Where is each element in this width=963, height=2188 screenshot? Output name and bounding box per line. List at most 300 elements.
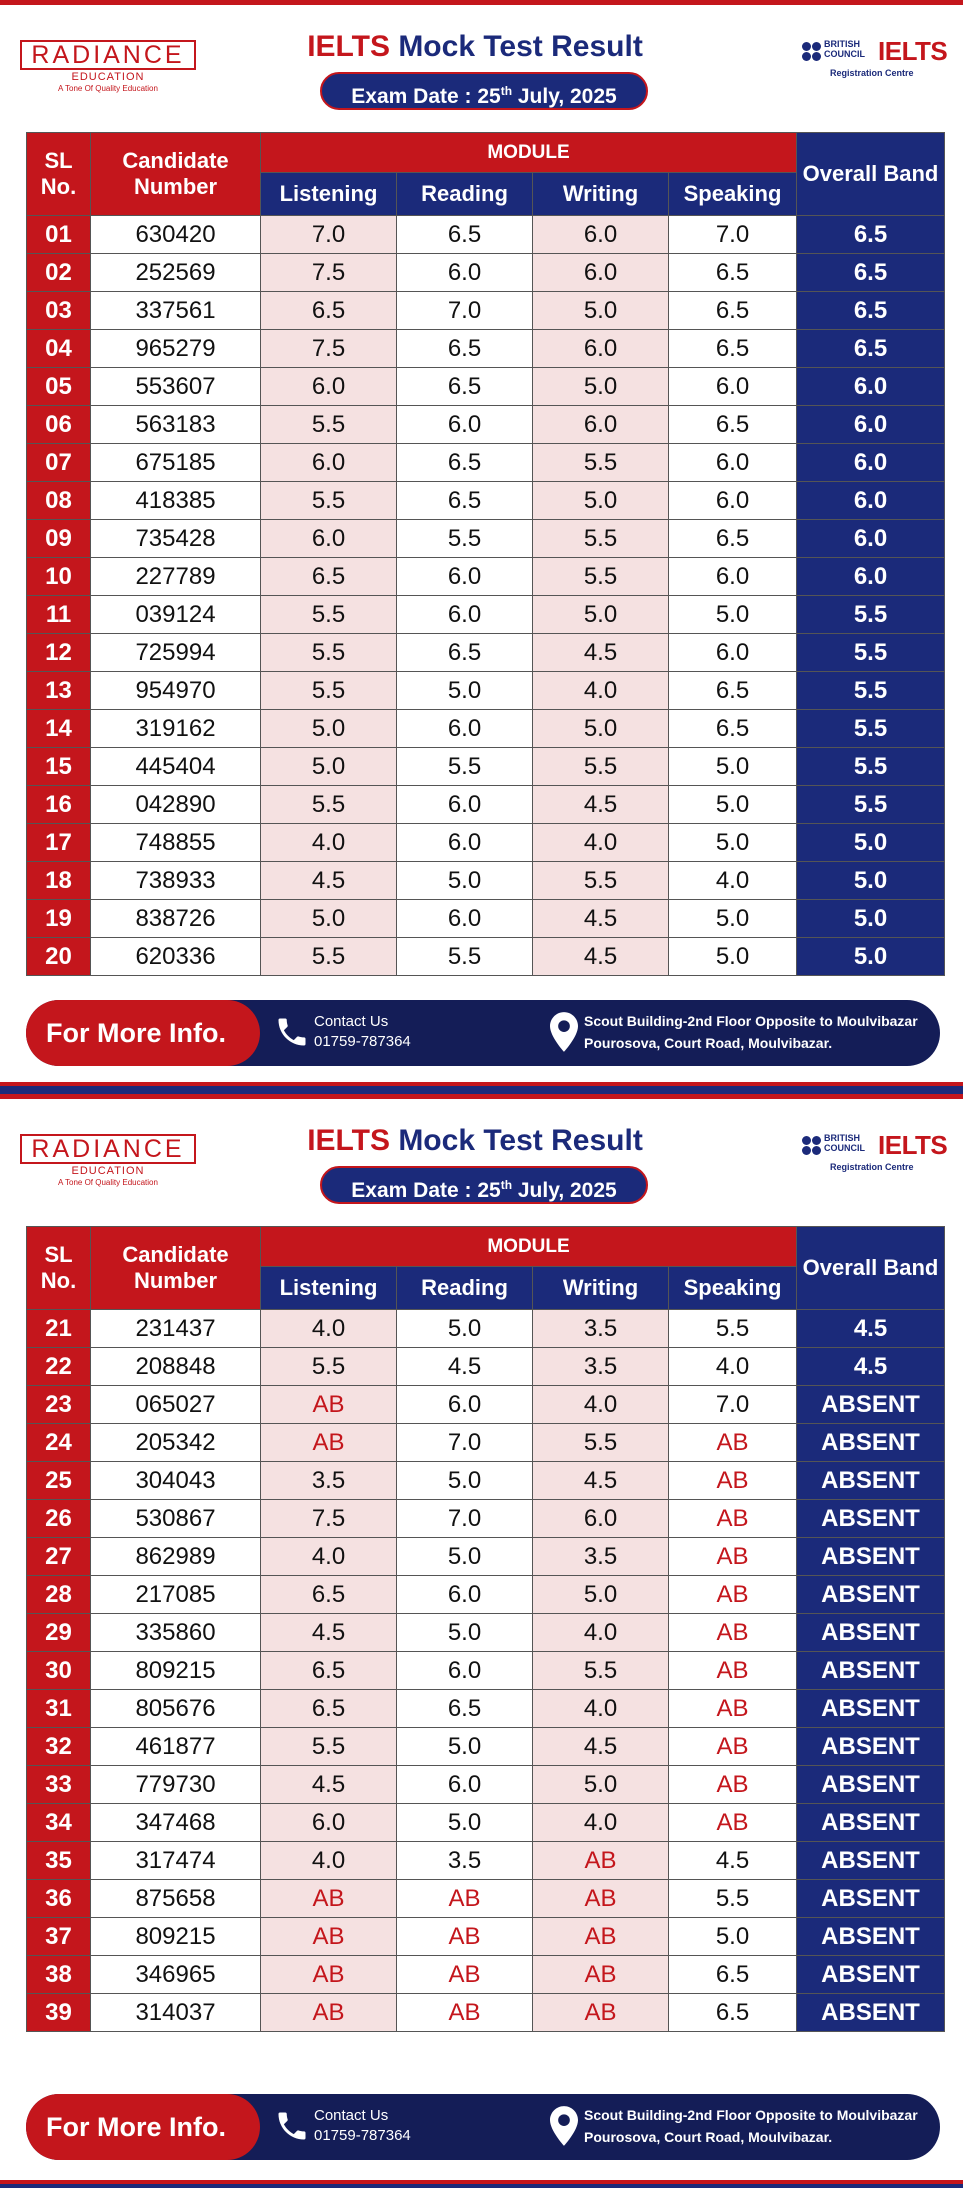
speaking-score-cell: AB (669, 1614, 797, 1652)
speaking-score-cell: 5.0 (669, 786, 797, 824)
phone-icon (274, 1014, 310, 1050)
speaking-score-cell: 6.0 (669, 558, 797, 596)
candidate-number-cell: 954970 (91, 672, 261, 710)
table-row (27, 824, 945, 862)
radiance-logo (20, 40, 196, 92)
speaking-score-cell: 7.0 (669, 1386, 797, 1424)
listening-score-cell: 5.5 (261, 672, 397, 710)
serial-cell: 32 (27, 1728, 91, 1766)
writing-score-cell: 5.5 (533, 444, 669, 482)
listening-score-cell: AB (261, 1994, 397, 2032)
speaking-score-cell: AB (669, 1652, 797, 1690)
table-row (27, 1728, 945, 1766)
british-council-dots-icon (802, 1136, 822, 1156)
overall-band-cell: ABSENT (797, 1994, 945, 2032)
overall-band-cell: ABSENT (797, 1500, 945, 1538)
british-council-logo (800, 36, 950, 82)
contact-phone[interactable]: 01759-787364 (314, 1033, 411, 1050)
table-row (27, 558, 945, 596)
exam-date-sup: th (500, 1178, 513, 1192)
writing-score-cell: 5.0 (533, 368, 669, 406)
serial-cell: 20 (27, 938, 91, 976)
overall-band-cell: 5.0 (797, 824, 945, 862)
speaking-score-cell: AB (669, 1690, 797, 1728)
listening-score-cell: 4.0 (261, 1842, 397, 1880)
listening-score-cell: 7.0 (261, 216, 397, 254)
overall-band-cell: 5.0 (797, 938, 945, 976)
writing-score-cell: 5.0 (533, 482, 669, 520)
bc-line1: BRITISH (824, 39, 860, 49)
listening-score-cell: 5.5 (261, 596, 397, 634)
writing-score-cell: 6.0 (533, 254, 669, 292)
serial-cell: 14 (27, 710, 91, 748)
speaking-score-cell: 6.5 (669, 672, 797, 710)
bc-line2: COUNCIL (824, 1143, 865, 1153)
logo-subtitle: EDUCATION (71, 71, 145, 83)
overall-band-cell: ABSENT (797, 1538, 945, 1576)
overall-band-cell: 6.5 (797, 254, 945, 292)
serial-cell: 26 (27, 1500, 91, 1538)
speaking-score-cell: AB (669, 1462, 797, 1500)
writing-score-cell: 6.0 (533, 216, 669, 254)
writing-score-cell: 5.0 (533, 1766, 669, 1804)
candidate-number-cell: 779730 (91, 1766, 261, 1804)
speaking-score-cell: 6.5 (669, 406, 797, 444)
writing-score-cell: 5.0 (533, 1576, 669, 1614)
table-row (27, 520, 945, 558)
listening-score-cell: 5.0 (261, 748, 397, 786)
writing-score-cell: AB (533, 1880, 669, 1918)
table-row (27, 1652, 945, 1690)
reading-score-cell: 7.0 (397, 292, 533, 330)
table-row (27, 1804, 945, 1842)
table-row (27, 1918, 945, 1956)
overall-band-cell: 6.5 (797, 330, 945, 368)
logo-tagline: A Tone Of Quality Education (58, 1178, 158, 1187)
candidate-number-cell: 862989 (91, 1538, 261, 1576)
serial-cell: 09 (27, 520, 91, 558)
contact-phone[interactable]: 01759-787364 (314, 2127, 411, 2144)
reading-score-cell: 6.0 (397, 406, 533, 444)
reading-score-cell: 5.5 (397, 938, 533, 976)
candidate-number-cell: 337561 (91, 292, 261, 330)
writing-score-cell: AB (533, 1918, 669, 1956)
top-rule (0, 0, 963, 5)
results-body (27, 216, 945, 976)
writing-score-cell: 4.5 (533, 1728, 669, 1766)
listening-score-cell: AB (261, 1424, 397, 1462)
candidate-number-cell: 208848 (91, 1348, 261, 1386)
results-body (27, 1310, 945, 2032)
exam-date-badge (320, 1166, 648, 1204)
british-council-dots-icon (802, 42, 822, 62)
overall-band-cell: ABSENT (797, 1462, 945, 1500)
listening-score-cell: 5.5 (261, 406, 397, 444)
title-rest: Mock Test Result (398, 30, 643, 63)
writing-score-cell: 4.5 (533, 1462, 669, 1500)
speaking-score-cell: 4.0 (669, 1348, 797, 1386)
col-header-listening: Listening (261, 173, 397, 216)
listening-score-cell: AB (261, 1956, 397, 1994)
serial-cell: 33 (27, 1766, 91, 1804)
reading-score-cell: 6.5 (397, 634, 533, 672)
overall-band-cell: ABSENT (797, 1804, 945, 1842)
listening-score-cell: 7.5 (261, 254, 397, 292)
serial-cell: 08 (27, 482, 91, 520)
candidate-number-cell: 530867 (91, 1500, 261, 1538)
address-line2: Pourosova, Court Road, Moulvibazar. (584, 1035, 833, 1051)
overall-band-cell: ABSENT (797, 1842, 945, 1880)
serial-cell: 15 (27, 748, 91, 786)
reading-score-cell: 6.5 (397, 1690, 533, 1728)
listening-score-cell: 5.0 (261, 900, 397, 938)
top-rule (0, 1094, 963, 1099)
speaking-score-cell: AB (669, 1766, 797, 1804)
speaking-score-cell: 6.0 (669, 482, 797, 520)
serial-cell: 21 (27, 1310, 91, 1348)
serial-cell: 01 (27, 216, 91, 254)
col-header-reading: Reading (397, 173, 533, 216)
table-row (27, 330, 945, 368)
overall-band-cell: ABSENT (797, 1880, 945, 1918)
speaking-score-cell: 5.0 (669, 938, 797, 976)
reading-score-cell: 6.5 (397, 216, 533, 254)
reading-score-cell: 6.5 (397, 368, 533, 406)
info-footer (26, 2094, 940, 2162)
british-council-logo (800, 1130, 950, 1176)
speaking-score-cell: AB (669, 1424, 797, 1462)
speaking-score-cell: 6.0 (669, 444, 797, 482)
serial-cell: 06 (27, 406, 91, 444)
overall-band-cell: 5.0 (797, 862, 945, 900)
listening-score-cell: 5.5 (261, 786, 397, 824)
overall-band-cell: ABSENT (797, 1652, 945, 1690)
overall-band-cell: 6.0 (797, 482, 945, 520)
speaking-score-cell: 5.0 (669, 748, 797, 786)
listening-score-cell: 6.5 (261, 1652, 397, 1690)
overall-band-cell: 5.0 (797, 900, 945, 938)
writing-score-cell: 5.5 (533, 1652, 669, 1690)
speaking-score-cell: 5.0 (669, 596, 797, 634)
table-row (27, 1880, 945, 1918)
writing-score-cell: 6.0 (533, 406, 669, 444)
writing-score-cell: 4.5 (533, 900, 669, 938)
speaking-score-cell: 5.5 (669, 1310, 797, 1348)
overall-band-cell: 5.5 (797, 786, 945, 824)
listening-score-cell: 4.5 (261, 1766, 397, 1804)
table-row (27, 406, 945, 444)
overall-band-cell: 6.0 (797, 368, 945, 406)
writing-score-cell: 5.0 (533, 292, 669, 330)
col-header-candidate: Candidate Number (91, 133, 261, 216)
candidate-number-cell: 875658 (91, 1880, 261, 1918)
col-header-overall: Overall Band (797, 133, 945, 216)
writing-score-cell: 5.5 (533, 1424, 669, 1462)
reading-score-cell: 5.5 (397, 520, 533, 558)
table-row (27, 786, 945, 824)
table-row (27, 748, 945, 786)
speaking-score-cell: 5.0 (669, 1918, 797, 1956)
table-row (27, 1348, 945, 1386)
table-row (27, 368, 945, 406)
table-row (27, 1538, 945, 1576)
table-row (27, 1386, 945, 1424)
overall-band-cell: ABSENT (797, 1728, 945, 1766)
reading-score-cell: 6.0 (397, 1766, 533, 1804)
location-pin-icon (550, 1012, 578, 1052)
more-info-button[interactable]: For More Info. (26, 1000, 260, 1066)
exam-date-badge (320, 72, 648, 110)
col-header-listening: Listening (261, 1267, 397, 1310)
overall-band-cell: 4.5 (797, 1348, 945, 1386)
address-line1: Scout Building-2nd Floor Opposite to Moulvibazar (584, 1013, 918, 1029)
candidate-number-cell: 317474 (91, 1842, 261, 1880)
listening-score-cell: 4.5 (261, 1614, 397, 1652)
candidate-number-cell: 809215 (91, 1918, 261, 1956)
candidate-number-cell: 461877 (91, 1728, 261, 1766)
serial-cell: 24 (27, 1424, 91, 1462)
col-header-sl: SL No. (27, 133, 91, 216)
serial-cell: 07 (27, 444, 91, 482)
table-row (27, 1614, 945, 1652)
speaking-score-cell: 5.0 (669, 900, 797, 938)
writing-score-cell: 6.0 (533, 330, 669, 368)
candidate-number-cell: 748855 (91, 824, 261, 862)
speaking-score-cell: AB (669, 1538, 797, 1576)
reading-score-cell: AB (397, 1956, 533, 1994)
overall-band-cell: ABSENT (797, 1576, 945, 1614)
table-row (27, 1424, 945, 1462)
address-line1: Scout Building-2nd Floor Opposite to Moulvibazar (584, 2107, 918, 2123)
reading-score-cell: 6.0 (397, 254, 533, 292)
writing-score-cell: 5.5 (533, 862, 669, 900)
more-info-button[interactable]: For More Info. (26, 2094, 260, 2160)
listening-score-cell: 5.0 (261, 710, 397, 748)
reading-score-cell: 6.5 (397, 330, 533, 368)
candidate-number-cell: 205342 (91, 1424, 261, 1462)
serial-cell: 10 (27, 558, 91, 596)
contact-label: Contact Us (314, 2107, 389, 2124)
exam-date-prefix: Exam Date : 25 (351, 85, 501, 108)
candidate-number-cell: 304043 (91, 1462, 261, 1500)
table-row (27, 634, 945, 672)
speaking-score-cell: 6.5 (669, 292, 797, 330)
table-row (27, 1462, 945, 1500)
candidate-number-cell: 838726 (91, 900, 261, 938)
reading-score-cell: 6.0 (397, 1652, 533, 1690)
listening-score-cell: 5.5 (261, 1728, 397, 1766)
candidate-number-cell: 725994 (91, 634, 261, 672)
table-row (27, 482, 945, 520)
table-row (27, 710, 945, 748)
bc-registration-centre: Registration Centre (830, 68, 914, 78)
table-row (27, 1310, 945, 1348)
reading-score-cell: 6.0 (397, 1576, 533, 1614)
bottom-stripe (0, 1082, 963, 1094)
overall-band-cell: ABSENT (797, 1386, 945, 1424)
title-rest: Mock Test Result (398, 1124, 643, 1157)
listening-score-cell: 5.5 (261, 1348, 397, 1386)
overall-band-cell: ABSENT (797, 1424, 945, 1462)
candidate-number-cell: 738933 (91, 862, 261, 900)
writing-score-cell: 5.5 (533, 558, 669, 596)
listening-score-cell: 6.0 (261, 520, 397, 558)
table-row (27, 216, 945, 254)
speaking-score-cell: 5.0 (669, 824, 797, 862)
radiance-logo (20, 1134, 196, 1186)
candidate-number-cell: 039124 (91, 596, 261, 634)
candidate-number-cell: 675185 (91, 444, 261, 482)
exam-date-sup: th (500, 84, 513, 98)
col-header-speaking: Speaking (669, 1267, 797, 1310)
page-title (250, 30, 700, 64)
writing-score-cell: 4.5 (533, 786, 669, 824)
listening-score-cell: 6.5 (261, 558, 397, 596)
writing-score-cell: 5.0 (533, 596, 669, 634)
table-row (27, 900, 945, 938)
serial-cell: 19 (27, 900, 91, 938)
writing-score-cell: 4.5 (533, 938, 669, 976)
col-header-module: MODULE (261, 1227, 797, 1267)
table-row (27, 596, 945, 634)
speaking-score-cell: 6.0 (669, 634, 797, 672)
overall-band-cell: 6.0 (797, 444, 945, 482)
writing-score-cell: AB (533, 1994, 669, 2032)
serial-cell: 05 (27, 368, 91, 406)
listening-score-cell: 7.5 (261, 330, 397, 368)
serial-cell: 22 (27, 1348, 91, 1386)
writing-score-cell: 4.0 (533, 1804, 669, 1842)
bc-line1: BRITISH (824, 1133, 860, 1143)
col-header-writing: Writing (533, 1267, 669, 1310)
reading-score-cell: 6.0 (397, 786, 533, 824)
listening-score-cell: 6.0 (261, 1804, 397, 1842)
candidate-number-cell: 735428 (91, 520, 261, 558)
writing-score-cell: 3.5 (533, 1348, 669, 1386)
table-row (27, 1766, 945, 1804)
table-row (27, 292, 945, 330)
reading-score-cell: 6.0 (397, 710, 533, 748)
overall-band-cell: ABSENT (797, 1956, 945, 1994)
serial-cell: 16 (27, 786, 91, 824)
listening-score-cell: 3.5 (261, 1462, 397, 1500)
bc-line2: COUNCIL (824, 49, 865, 59)
title-ielts: IELTS (307, 1124, 390, 1157)
overall-band-cell: 6.0 (797, 520, 945, 558)
reading-score-cell: 5.0 (397, 1462, 533, 1500)
address-line2: Pourosova, Court Road, Moulvibazar. (584, 2129, 833, 2145)
candidate-number-cell: 335860 (91, 1614, 261, 1652)
reading-score-cell: 4.5 (397, 1348, 533, 1386)
reading-score-cell: AB (397, 1880, 533, 1918)
serial-cell: 28 (27, 1576, 91, 1614)
col-header-module: MODULE (261, 133, 797, 173)
serial-cell: 23 (27, 1386, 91, 1424)
listening-score-cell: 5.5 (261, 482, 397, 520)
speaking-score-cell: 6.5 (669, 710, 797, 748)
listening-score-cell: 6.5 (261, 292, 397, 330)
listening-score-cell: 4.0 (261, 1538, 397, 1576)
listening-score-cell: AB (261, 1880, 397, 1918)
exam-date-prefix: Exam Date : 25 (351, 1179, 501, 1202)
candidate-number-cell: 217085 (91, 1576, 261, 1614)
serial-cell: 38 (27, 1956, 91, 1994)
listening-score-cell: 7.5 (261, 1500, 397, 1538)
speaking-score-cell: AB (669, 1804, 797, 1842)
writing-score-cell: 3.5 (533, 1538, 669, 1576)
overall-band-cell: 5.5 (797, 596, 945, 634)
serial-cell: 35 (27, 1842, 91, 1880)
serial-cell: 37 (27, 1918, 91, 1956)
candidate-number-cell: 630420 (91, 216, 261, 254)
listening-score-cell: 4.5 (261, 862, 397, 900)
speaking-score-cell: AB (669, 1500, 797, 1538)
serial-cell: 25 (27, 1462, 91, 1500)
candidate-number-cell: 620336 (91, 938, 261, 976)
writing-score-cell: 5.5 (533, 748, 669, 786)
candidate-number-cell: 231437 (91, 1310, 261, 1348)
col-header-speaking: Speaking (669, 173, 797, 216)
speaking-score-cell: AB (669, 1728, 797, 1766)
candidate-number-cell: 227789 (91, 558, 261, 596)
table-row (27, 444, 945, 482)
candidate-number-cell: 319162 (91, 710, 261, 748)
reading-score-cell: 5.5 (397, 748, 533, 786)
reading-score-cell: 6.0 (397, 1386, 533, 1424)
col-header-reading: Reading (397, 1267, 533, 1310)
reading-score-cell: 6.5 (397, 444, 533, 482)
speaking-score-cell: 4.0 (669, 862, 797, 900)
speaking-score-cell: 6.5 (669, 254, 797, 292)
serial-cell: 13 (27, 672, 91, 710)
info-footer (26, 1000, 940, 1068)
overall-band-cell: 6.0 (797, 406, 945, 444)
speaking-score-cell: 6.5 (669, 1956, 797, 1994)
listening-score-cell: 4.0 (261, 824, 397, 862)
table-row (27, 672, 945, 710)
results-table (26, 132, 945, 976)
overall-band-cell: ABSENT (797, 1690, 945, 1728)
serial-cell: 39 (27, 1994, 91, 2032)
writing-score-cell: 4.0 (533, 1386, 669, 1424)
bc-ielts-mark: IELTS (878, 1130, 948, 1160)
speaking-score-cell: 7.0 (669, 216, 797, 254)
logo-wordmark: RADIANCE (20, 1134, 196, 1164)
serial-cell: 34 (27, 1804, 91, 1842)
reading-score-cell: 5.0 (397, 1614, 533, 1652)
serial-cell: 30 (27, 1652, 91, 1690)
candidate-number-cell: 965279 (91, 330, 261, 368)
table-row (27, 1500, 945, 1538)
reading-score-cell: 6.0 (397, 596, 533, 634)
reading-score-cell: 5.0 (397, 1804, 533, 1842)
listening-score-cell: 5.5 (261, 938, 397, 976)
exam-date-suffix: July, 2025 (512, 85, 617, 108)
table-row (27, 862, 945, 900)
overall-band-cell: ABSENT (797, 1766, 945, 1804)
reading-score-cell: 6.5 (397, 482, 533, 520)
results-table (26, 1226, 945, 2032)
writing-score-cell: 4.0 (533, 1614, 669, 1652)
serial-cell: 18 (27, 862, 91, 900)
writing-score-cell: 4.0 (533, 1690, 669, 1728)
phone-icon (274, 2108, 310, 2144)
writing-score-cell: AB (533, 1842, 669, 1880)
listening-score-cell: 6.5 (261, 1576, 397, 1614)
overall-band-cell: 6.5 (797, 292, 945, 330)
speaking-score-cell: 6.0 (669, 368, 797, 406)
speaking-score-cell: 5.5 (669, 1880, 797, 1918)
